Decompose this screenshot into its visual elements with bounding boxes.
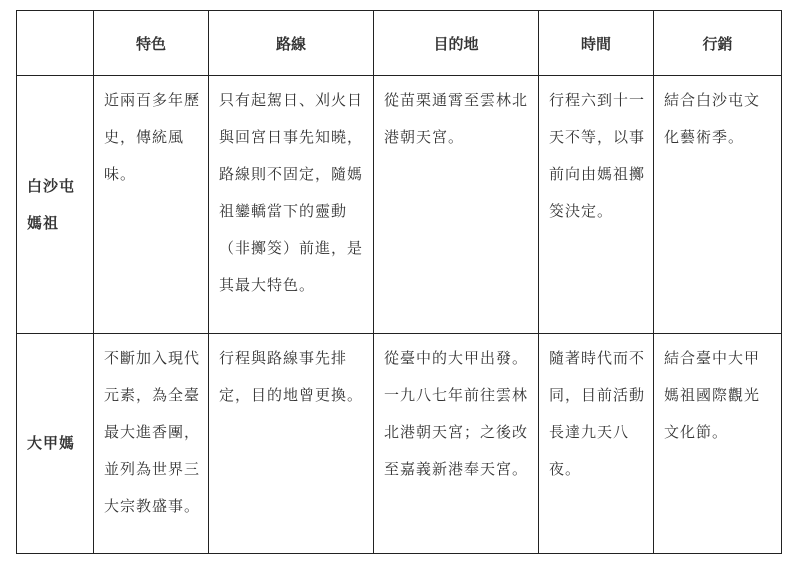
route-cell [209,76,374,334]
time-cell [539,76,654,334]
time-cell [539,334,654,554]
destination-cell [374,334,539,554]
features-text: 不斷加入現代元素，為全臺最大進香團，並列為世界三大宗教盛事。 [104,349,201,515]
row-header-line: 大甲媽 [27,434,76,452]
destination-text: 從臺中的大甲出發。一九八七年前往雲林北港朝天宮；之後改至嘉義新港奉天宮。 [384,349,529,478]
row-header [17,425,93,462]
header-corner [17,11,94,76]
table-row [17,334,782,554]
header-route: 路線 [209,11,374,76]
header-features: 特色 [94,11,209,76]
row-header-line: 白沙屯 [27,176,76,195]
destination-cell [374,76,539,334]
comparison-table [16,10,782,554]
route-cell [209,334,374,554]
marketing-text: 結合白沙屯文化藝術季。 [664,91,761,146]
time-text: 行程六到十一天不等，以事前向由媽祖擲筊決定。 [549,91,646,220]
marketing-cell [654,76,782,334]
marketing-text: 結合臺中大甲媽祖國際觀光文化節。 [664,349,761,441]
route-text: 行程與路線事先排定，目的地曾更換。 [219,349,364,404]
header-destination: 目的地 [374,11,539,76]
route-text: 只有起駕日、刈火日與回宮日事先知曉，路線則不固定，隨媽祖鑾轎當下的靈動（非擲筊）前進，是其最大特色。 [219,91,364,294]
row-header-cell [17,76,94,334]
destination-text: 從苗栗通霄至雲林北港朝天宮。 [384,91,529,146]
features-cell [94,76,209,334]
row-header-cell [17,334,94,554]
marketing-cell [654,334,782,554]
row-header-line: 媽祖 [27,213,60,232]
header-row [17,11,782,76]
features-cell [94,334,209,554]
row-header [17,168,93,242]
time-text: 隨著時代而不同，目前活動長達九天八夜。 [549,349,646,478]
header-time: 時間 [539,11,654,76]
table-row [17,76,782,334]
features-text: 近兩百多年歷史，傳統風味。 [104,91,201,183]
header-marketing: 行銷 [654,11,782,76]
